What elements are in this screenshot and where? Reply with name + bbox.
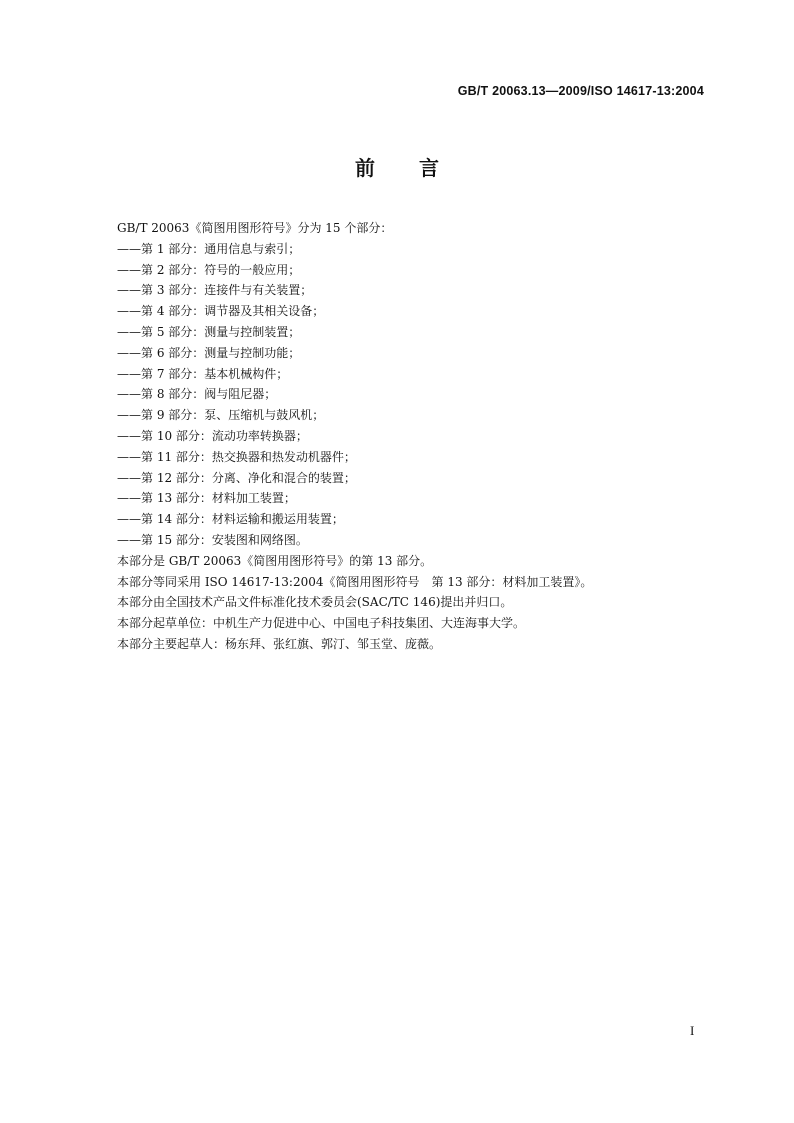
statement-line: 本部分主要起草人：杨东拜、张红旗、郭汀、邹玉堂、庞薇。 [117,636,442,651]
list-item: ——第 9 部分：泵、压缩机与鼓风机； [117,408,325,423]
list-item: ——第 13 部分：材料加工装置； [117,491,296,506]
list-item: ——第 10 部分：流动功率转换器； [117,428,308,443]
standard-code-header: GB/T 20063.13—2009/ISO 14617-13:2004 [457,84,704,98]
list-item: ——第 6 部分：测量与控制功能； [117,345,301,360]
list-item: ——第 1 部分：通用信息与索引； [117,241,301,256]
parts-list [117,239,717,551]
list-item: ——第 2 部分：符号的一般应用； [117,262,301,277]
list-item: ——第 4 部分：调节器及其相关设备； [117,304,325,319]
list-item: ——第 14 部分：材料运输和搬运用装置； [117,512,344,527]
list-item: ——第 15 部分：安装图和网络图。 [117,532,308,547]
list-item: ——第 11 部分：热交换器和热发动机器件； [117,449,356,464]
page-number: I [690,1023,695,1038]
statements [117,551,717,655]
statement-line: 本部分起草单位：中机生产力促进中心、中国电子科技集团、大连海事大学。 [117,616,526,631]
list-item: ——第 3 部分：连接件与有关装置； [117,283,313,298]
list-item: ——第 5 部分：测量与控制装置； [117,324,301,339]
list-item: ——第 12 部分：分离、净化和混合的装置； [117,470,356,485]
list-item: ——第 7 部分：基本机械构件； [117,366,289,381]
statement-line: 本部分等同采用 ISO 14617-13:2004《简图用图形符号 第 13 部分：材料加工装置》。 [117,574,593,589]
statement-line: 本部分是 GB/T 20063《简图用图形符号》的第 13 部分。 [117,553,433,568]
foreword-body [117,218,717,655]
list-item: ——第 8 部分：阀与阻尼器； [117,387,277,402]
intro-line: GB/T 20063《简图用图形符号》分为 15 个部分： [117,221,393,235]
page-title: 前言 [355,156,483,180]
statement-line: 本部分由全国技术产品文件标准化技术委员会(SAC/TC 146)提出并归口。 [117,595,513,610]
